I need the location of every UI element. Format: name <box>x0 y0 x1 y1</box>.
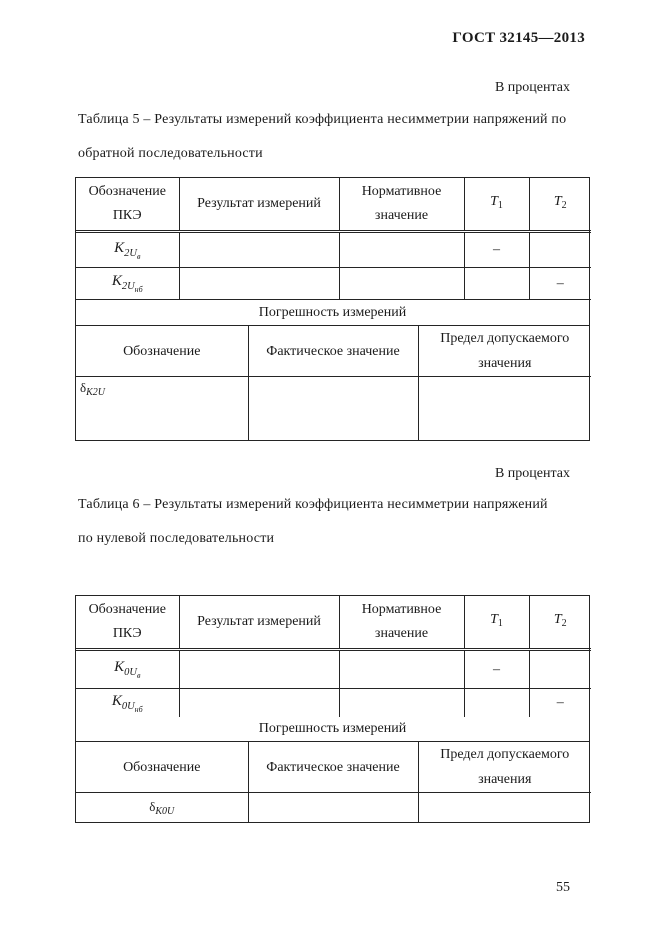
t5-r1-t2-cell <box>529 232 591 268</box>
table5 <box>75 177 590 441</box>
k-symbol: K <box>111 692 122 709</box>
t5-r2-result-cell <box>179 268 339 300</box>
t5-col-result: Результат измерений <box>179 178 339 232</box>
t5-r2-normative-cell <box>339 268 464 300</box>
t1-symbol: T <box>490 612 498 627</box>
t6-r1-t1-cell: – <box>464 650 529 689</box>
table6-error-row <box>76 793 591 823</box>
table6-error-grid <box>76 742 591 822</box>
t5-err-limit-cell <box>418 377 591 441</box>
table5-error-grid <box>76 326 591 440</box>
t5-err-actual-cell <box>248 377 418 441</box>
t5-col-t2 <box>529 178 591 232</box>
t6-col-designation: Обозначение ПКЭ <box>76 596 179 650</box>
table5-main-grid <box>76 178 591 300</box>
k-subsubscript: нб <box>134 704 143 714</box>
t5-r1-normative-cell <box>339 232 464 268</box>
t5-err-col-designation: Обозначение <box>76 326 248 377</box>
table6-caption-line2: по нулевой последовательности <box>78 531 275 546</box>
table5-row-k2u-largest <box>76 268 591 300</box>
k-symbol: K <box>114 239 125 256</box>
table5-caption-line1: Таблица 5 – Результаты измерений коэффициента несимметрии напряжений по <box>78 112 567 127</box>
delta-symbol: δ <box>149 798 156 814</box>
t5-r1-t1-cell: – <box>464 232 529 268</box>
page-number: 55 <box>556 880 570 895</box>
t6-err-col-actual: Фактическое значение <box>248 742 418 793</box>
table6-header-row <box>76 596 591 650</box>
t5-delta-cell <box>76 377 248 441</box>
t6-col-result: Результат измерений <box>179 596 339 650</box>
t5-r1-symbol-cell <box>76 232 179 268</box>
table5-caption-line2: обратной последовательности <box>78 146 263 161</box>
t6-r2-t2-cell: – <box>556 695 564 710</box>
t5-col-t1 <box>464 178 529 232</box>
table6-error-band: Погрешность измерений <box>76 717 589 742</box>
k-subscript: 0U <box>121 700 135 712</box>
t5-r2-t1-cell <box>464 268 529 300</box>
table6-caption-line1: Таблица 6 – Результаты измерений коэффициента несимметрии напряжений <box>78 497 548 512</box>
k-subsubscript: нб <box>134 285 143 294</box>
t6-err-actual-cell <box>248 793 418 823</box>
k-subscript: 0U <box>124 667 137 678</box>
table5-header-row <box>76 178 591 232</box>
t2-symbol: T <box>553 194 562 209</box>
doc-number: ГОСТ 32145—2013 <box>452 30 585 46</box>
table6-row-k0u-upper <box>76 650 591 689</box>
t5-col-designation: Обозначение ПКЭ <box>76 178 179 232</box>
t5-r2-t2-cell: – <box>529 268 591 300</box>
t6-r1-result-cell <box>179 650 339 689</box>
t5-r1-result-cell <box>179 232 339 268</box>
t6-err-col-limit: Предел допускаемого значения <box>418 742 591 793</box>
table5-error-header-row <box>76 326 591 377</box>
k-symbol: K <box>114 659 125 675</box>
table5-error-band: Погрешность измерений <box>76 300 589 326</box>
delta-symbol: δ <box>80 380 87 395</box>
t5-err-col-limit: Предел допускаемого значения <box>418 326 591 377</box>
t6-r1-symbol-cell <box>76 650 179 689</box>
k-subsubscript: в <box>136 671 141 680</box>
t6-r2-t1-cell <box>464 689 529 718</box>
delta-subscript: K2U <box>86 387 106 398</box>
k-symbol: K <box>111 273 122 289</box>
k-subscript: 2U <box>121 281 135 292</box>
percent-note-table5: В процентах <box>494 80 570 95</box>
t5-col-normative: Нормативное значение <box>339 178 464 232</box>
t2-subscript: 2 <box>561 200 567 211</box>
t6-delta-cell <box>76 793 248 823</box>
t5-r2-symbol-cell <box>76 268 179 300</box>
t6-r2-symbol-cell <box>76 689 179 718</box>
table6 <box>75 595 590 823</box>
t2-subscript: 2 <box>561 618 567 629</box>
table6-error-header-row <box>76 742 591 793</box>
percent-note-table6: В процентах <box>494 466 570 481</box>
t6-r2-normative-cell <box>339 689 464 718</box>
t1-subscript: 1 <box>497 618 503 629</box>
t6-col-t2 <box>529 596 591 650</box>
t6-r1-t2-cell <box>529 650 591 689</box>
table6-row-k0u-largest <box>76 689 591 718</box>
t5-err-col-actual: Фактическое значение <box>248 326 418 377</box>
t6-err-limit-cell <box>418 793 591 823</box>
table6-main-grid <box>76 596 591 717</box>
t2-symbol: T <box>553 612 562 627</box>
table5-row-k2u-upper <box>76 232 591 268</box>
t1-symbol: T <box>490 194 498 209</box>
table5-error-row <box>76 377 591 441</box>
t6-col-t1 <box>464 596 529 650</box>
t1-subscript: 1 <box>497 200 503 211</box>
k-subsubscript: в <box>136 251 141 261</box>
t6-col-normative: Нормативное значение <box>339 596 464 650</box>
k-subscript: 2U <box>124 247 137 259</box>
t6-r2-result-cell <box>179 689 339 718</box>
delta-subscript: K0U <box>155 805 175 817</box>
t6-err-col-designation: Обозначение <box>76 742 248 793</box>
t6-r1-normative-cell <box>339 650 464 689</box>
